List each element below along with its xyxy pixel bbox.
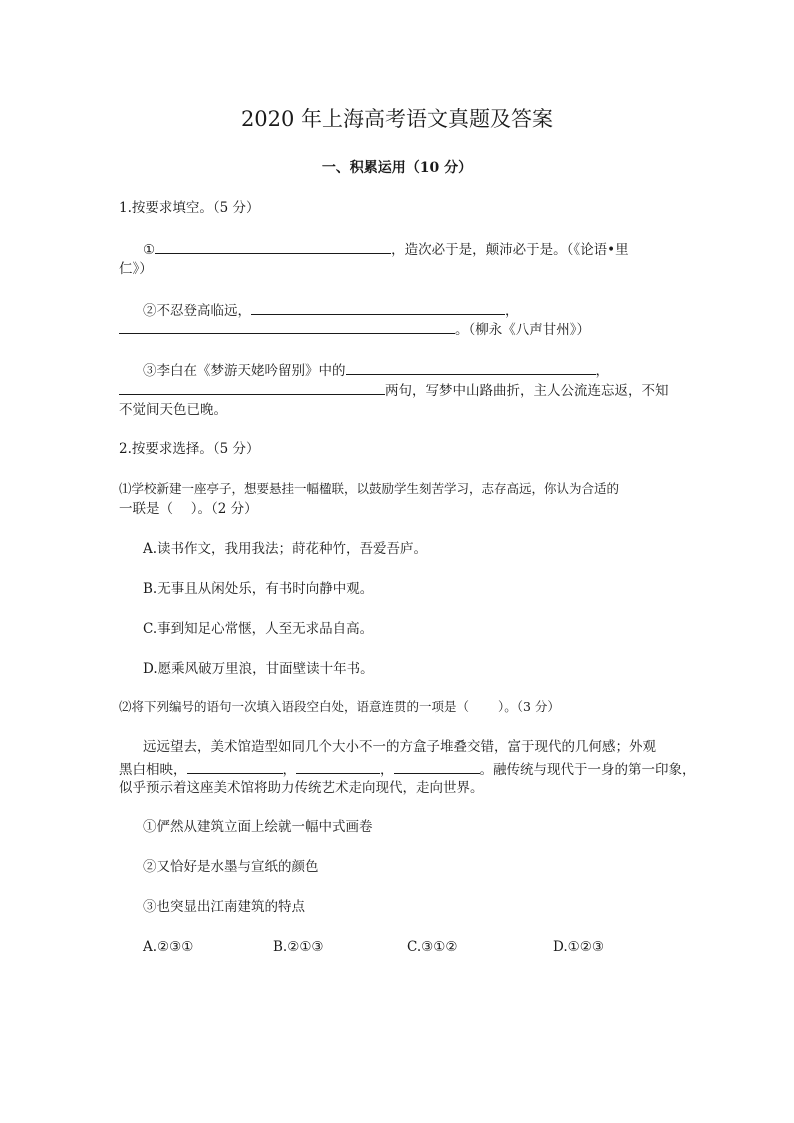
passage-line-2-suffix: 。融传统与现代于一身的第一印象， xyxy=(479,762,696,778)
sentence-3: ③也突显出江南建筑的特点 xyxy=(143,899,305,915)
passage-line-2 xyxy=(119,758,696,780)
q2-sub-2-option-a[interactable]: A.②③① xyxy=(143,939,194,955)
q1-item-2-prefix: ②不忍登高临远， xyxy=(143,303,251,319)
sentence-1: ①俨然从建筑立面上绘就一幅中式画卷 xyxy=(143,819,373,835)
answer-blank[interactable] xyxy=(119,318,455,334)
q2-sub-2-option-d[interactable]: D.①②③ xyxy=(553,939,604,955)
q2-sub-2-option-b[interactable]: B.②①③ xyxy=(273,939,324,955)
answer-blank[interactable] xyxy=(187,758,283,774)
q1-item-2-suffix: ， xyxy=(505,303,519,319)
passage-separator: ， xyxy=(380,762,394,778)
q2-sub-1-option-b[interactable]: B.无事且从闲处乐，有书时向静中观。 xyxy=(143,581,374,597)
q1-item-1-prefix: ① xyxy=(143,242,156,258)
answer-blank[interactable] xyxy=(296,758,380,774)
answer-blank[interactable] xyxy=(155,238,391,254)
q2-sub-2-line1: ⑵将下列编号的语句一次填入语段空白处，语意连贯的一项是（ ）。（3 分） xyxy=(119,699,560,714)
q1-item-1 xyxy=(143,238,629,260)
q1-item-3-suffix: ， xyxy=(595,363,609,379)
passage-line-3: 似乎预示着这座美术馆将助力传统艺术走向现代，走向世界。 xyxy=(119,780,484,796)
passage-separator: ， xyxy=(282,762,296,778)
question-2-heading: 2.按要求选择。（5 分） xyxy=(119,441,260,457)
passage-line-1: 远远望去，美术馆造型如同几个大小不一的方盒子堆叠交错，富于现代的几何感；外观 xyxy=(143,739,656,755)
q1-item-1-line2: 仁》） xyxy=(119,261,153,277)
page-title: 2020 年上海高考语文真题及答案 xyxy=(240,107,554,131)
q2-sub-1-option-a[interactable]: A.读书作文，我用我法；莳花种竹，吾爱吾庐。 xyxy=(143,541,428,557)
q2-sub-1-line1: ⑴学校新建一座亭子，想要悬挂一幅楹联，以鼓励学生刻苦学习，志存高远，你认为合适的 xyxy=(119,481,620,496)
q1-item-2-line2 xyxy=(119,318,590,340)
q1-item-2-line2-suffix: 。（柳永《八声甘州》） xyxy=(455,322,590,338)
sentence-2: ②又恰好是水墨与宣纸的颜色 xyxy=(143,859,319,875)
q1-item-1-suffix: ，造次必于是，颠沛必于是。（《论语•里 xyxy=(391,242,629,258)
passage-line-2-prefix: 黑白相映， xyxy=(119,762,187,778)
answer-blank[interactable] xyxy=(394,758,480,774)
q2-sub-1-option-c[interactable]: C.事到知足心常惬，人至无求品自高。 xyxy=(143,621,374,637)
section-heading: 一、积累运用（10 分） xyxy=(321,160,473,176)
q1-item-3-prefix: ③李白在《梦游天姥吟留别》中的 xyxy=(143,363,346,379)
answer-blank[interactable] xyxy=(346,359,596,375)
answer-blank[interactable] xyxy=(119,379,385,395)
answer-blank[interactable] xyxy=(251,299,505,315)
q2-sub-1-option-d[interactable]: D.愿乘风破万里浪，甘面壁读十年书。 xyxy=(143,661,374,677)
q2-sub-2-option-c[interactable]: C.③①② xyxy=(407,939,458,955)
question-1-heading: 1.按要求填空。（5 分） xyxy=(119,200,260,216)
q1-item-3-line3: 不觉间天色已晚。 xyxy=(119,402,227,418)
q2-sub-1-line2: 一联是（ ）。（2 分） xyxy=(119,501,258,517)
q1-item-3-line2-suffix: 两句，写梦中山路曲折，主人公流连忘返，不知 xyxy=(385,383,669,399)
q1-item-3 xyxy=(143,359,609,381)
q1-item-3-line2 xyxy=(119,379,669,401)
